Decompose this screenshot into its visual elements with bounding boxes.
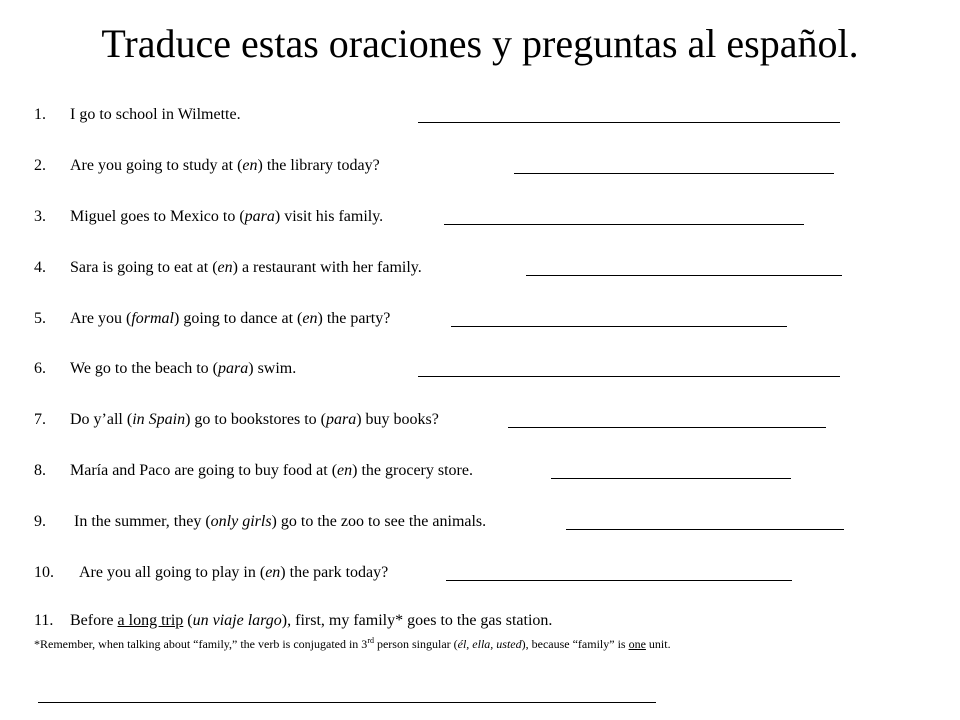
sentence-5 [34,308,390,330]
text-segment: Are you all going to play in ( [79,564,266,581]
sentence-number: 10. [34,564,54,581]
worksheet-title: Traduce estas oraciones y preguntas al español. [101,21,859,66]
sentence-number: 4. [34,259,46,276]
answer-blank-4[interactable] [526,275,842,276]
sentence-10 [34,562,388,584]
underlined-phrase: a long trip [117,612,184,629]
italic-hint: en [265,564,281,581]
sentence-6 [34,358,296,380]
answer-blank-1[interactable] [418,122,840,123]
sentence-3 [34,206,383,228]
text-segment: ), because “family” is [521,637,629,651]
italic-hint: en [302,310,318,327]
text-segment: In the summer, they ( [74,513,211,530]
italic-hint: para [325,411,357,428]
sentence-text [70,259,422,276]
italic-hint: un viaje largo [192,612,282,629]
italic-hint: en [242,157,258,174]
italic-hint: él, ella, usted [457,637,522,651]
sentence-text [79,564,388,581]
text-segment: ) a restaurant with her family. [232,259,422,276]
sentence-4 [34,257,422,279]
italic-hint: en [217,259,233,276]
sentence-text [70,360,296,377]
sentence-number: 6. [34,360,46,377]
underlined-phrase: one [628,637,646,651]
text-segment: person singular ( [373,637,458,651]
text-segment: ) go to the zoo to see the animals. [271,513,487,530]
sentence-number: 11. [34,612,54,629]
text-segment: We go to the beach to ( [70,360,218,377]
sentence-text [70,462,473,479]
answer-blank-6[interactable] [418,376,840,377]
sentence-9 [34,511,486,533]
sentence-number: 8. [34,462,46,479]
text-segment: unit. [645,637,671,651]
sentence-2 [34,155,380,177]
italic-hint: para [218,360,249,377]
italic-hint: en [337,462,353,479]
text-segment: ) going to dance at ( [173,310,303,327]
sentence-number: 5. [34,310,46,327]
text-segment: Are you ( [70,310,132,327]
text-segment: ) swim. [248,360,297,377]
family-footnote [34,636,671,652]
sentence-8 [34,460,473,482]
italic-hint: in Spain [132,411,186,428]
text-segment: ) the park today? [280,564,389,581]
italic-hint: para [244,208,275,225]
sentence-text [70,612,552,629]
text-segment: rd [367,636,374,645]
text-segment: ) go to bookstores to ( [185,411,326,428]
text-segment: ) the grocery store. [352,462,473,479]
answer-blank-5[interactable] [451,326,787,327]
text-segment: María and Paco are going to buy food at ( [70,462,338,479]
answer-blank-3[interactable] [444,224,804,225]
answer-blank-9[interactable] [566,529,844,530]
sentence-7 [34,409,439,431]
text-segment: ), first, my family* goes to the gas station. [281,612,553,629]
text-segment: Before [70,612,118,629]
text-segment: ) visit his family. [274,208,384,225]
text-segment: I go to school in Wilmette. [70,106,241,123]
text-segment: ) buy books? [356,411,439,428]
sentence-text [70,310,390,327]
sentence-number: 2. [34,157,46,174]
sentence-1 [34,104,241,126]
sentence-text [70,411,439,428]
italic-hint: formal [131,310,174,327]
answer-blank-11[interactable] [38,702,656,703]
answer-blank-2[interactable] [514,173,834,174]
sentence-text [74,513,486,530]
text-segment: ) the library today? [257,157,380,174]
sentence-text [70,157,380,174]
italic-hint: only girls [210,513,272,530]
sentence-text [70,208,383,225]
sentence-text [70,106,241,123]
answer-blank-8[interactable] [551,478,791,479]
sentence-11 [34,610,552,632]
text-segment: Are you going to study at ( [70,157,243,174]
sentence-number: 1. [34,106,46,123]
sentence-number: 7. [34,411,46,428]
text-segment: Do y’all ( [70,411,133,428]
text-segment: ( [183,612,193,629]
sentence-number: 9. [34,513,46,530]
text-segment: ) the party? [317,310,391,327]
text-segment: Miguel goes to Mexico to ( [70,208,245,225]
answer-blank-7[interactable] [508,427,826,428]
sentence-number: 3. [34,208,46,225]
text-segment: *Remember, when talking about “family,” the verb is conjugated in 3 [34,637,368,651]
text-segment: Sara is going to eat at ( [70,259,218,276]
answer-blank-10[interactable] [446,580,792,581]
